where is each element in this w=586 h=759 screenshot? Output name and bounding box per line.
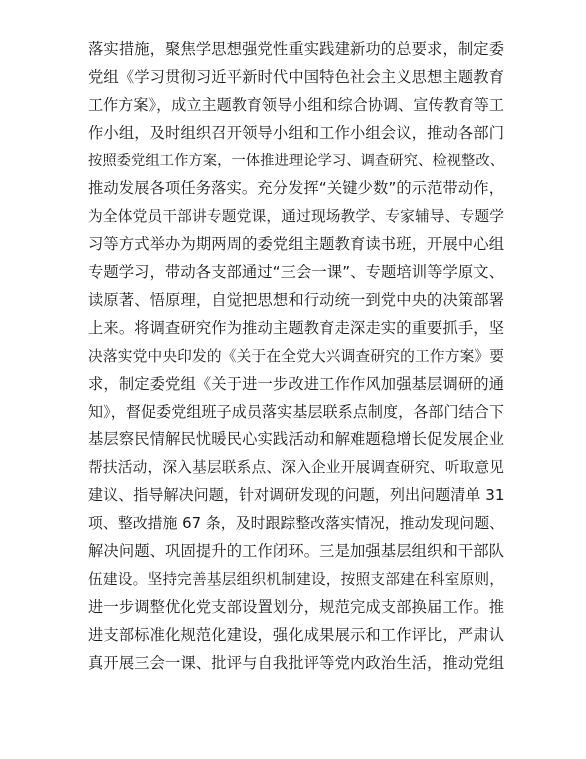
text-line: 帮扶活动，深入基层联系点、深入企业开展调查研究、听取意见	[88, 459, 504, 477]
text-line: 基层察民情解民忧暖民心实践活动和解难题稳增长促发展企业	[88, 430, 504, 449]
text-line: 解决问题、巩固提升的工作闭环。三是加强基层组织和干部队	[88, 542, 504, 561]
text-line: 落实措施，聚焦学思想强党性重实践建新功的总要求，制定委	[88, 40, 504, 58]
text-line: 上来。将调查研究作为推动主题教育走深走实的重要抓手，坚	[88, 318, 504, 337]
text-line: 推动发展各项任务落实。充分发挥“关键少数”的示范带动作，	[88, 179, 504, 198]
text-line: 党组《学习贯彻习近平新时代中国特色社会主义思想主题教育	[88, 67, 504, 86]
text-line: 真开展三会一课、批评与自我批评等党内政治生活，推动党组	[88, 653, 504, 672]
text-line: 习等方式举办为期两周的委党组主题教育读书班，开展中心组	[88, 235, 504, 254]
text-line: 作小组，及时组织召开领导小组和工作小组会议，推动各部门	[88, 123, 504, 142]
text-line: 为全体党员干部讲专题党课，通过现场教学、专家辅导、专题学	[88, 208, 504, 226]
text-line: 进一步调整优化党支部设置划分，规范完成支部换届工作。推	[88, 597, 504, 616]
text-line: 工作方案》，成立主题教育领导小组和综合协调、宣传教育等工	[88, 95, 504, 114]
text-line: 项、整改措施 67 条，及时跟踪整改落实情况，推动发现问题、	[88, 514, 504, 533]
text-line: 求，制定委党组《关于进一步改进工作作风加强基层调研的通	[88, 374, 504, 393]
text-line: 知》，督促委党组班子成员落实基层联系点制度，各部门结合下	[88, 402, 504, 421]
text-line: 伍建设。坚持完善基层组织机制建设，按照支部建在科室原则，	[88, 570, 504, 588]
text-line: 读原著、悟原理，自觉把思想和行动统一到党中央的决策部署	[88, 291, 504, 310]
text-line: 进支部标准化规范化建设，强化成果展示和工作评比，严肃认	[88, 625, 504, 644]
text-line: 决落实党中央印发的《关于在全党大兴调查研究的工作方案》要	[88, 347, 504, 365]
body-paragraph	[88, 36, 504, 677]
text-line: 按照委党组工作方案，一体推进理论学习、调查研究、检视整改、	[88, 152, 504, 169]
text-line: 建议、指导解决问题，针对调研发现的问题，列出问题清单 31	[88, 486, 505, 505]
text-line: 专题学习，带动各支部通过“三会一课”、专题培训等学原文、	[88, 263, 504, 282]
